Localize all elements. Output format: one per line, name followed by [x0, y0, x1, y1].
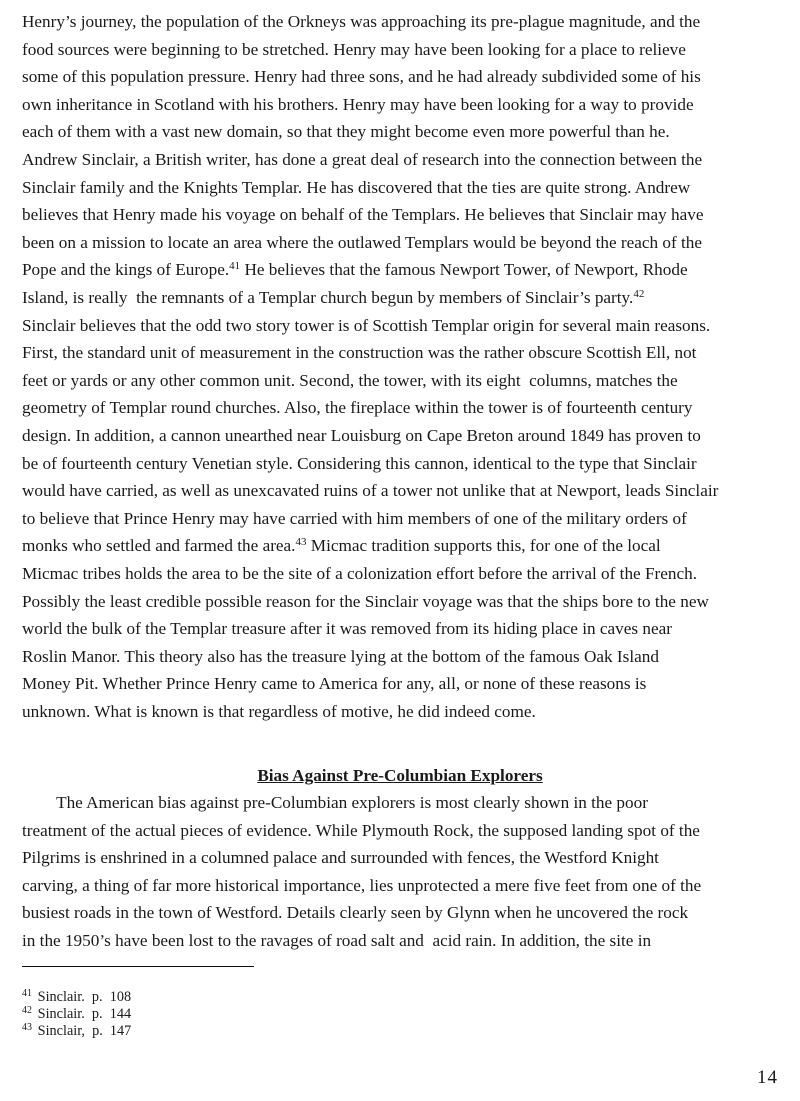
text-segment: The American bias against pre-Columbian explorers is most clearly shown in the poor — [22, 793, 648, 812]
footnote-ref: 41 — [229, 260, 241, 273]
text-line — [22, 205, 703, 225]
text-line — [22, 536, 661, 556]
text-line — [22, 509, 687, 529]
text-line — [22, 876, 701, 896]
text-segment: believes that Henry made his voyage on behalf of the Templars. He believes that Sinclair may have — [22, 205, 704, 225]
footnote-number: 41 — [22, 988, 32, 999]
text-line — [22, 903, 688, 923]
text-segment: Pope and the kings of Europe. — [22, 260, 230, 280]
text-line — [22, 233, 702, 253]
text-line — [22, 288, 644, 308]
text-segment: each of them with a vast new domain, so that they might become even more powerful than he. — [22, 122, 670, 142]
text-segment: own inheritance in Scotland with his brothers. Henry may have been looking for a way to provide — [22, 94, 694, 114]
text-segment: to believe that Prince Henry may have carried with him members of one of the military orders of — [22, 508, 687, 528]
text-segment: food sources were beginning to be stretched. Henry may have been looking for a place to relieve — [22, 39, 686, 59]
text-line — [22, 848, 659, 868]
text-line — [22, 619, 672, 639]
text-segment: Roslin Manor. This theory also has the treasure lying at the bottom of the famous Oak Island — [22, 646, 659, 666]
footnote — [22, 1006, 131, 1023]
text-segment: First, the standard unit of measurement in the construction was the rather obscure Scottish Ell, not — [22, 343, 697, 363]
text-line — [22, 702, 536, 722]
text-line — [22, 67, 701, 87]
text-segment: been on a mission to locate an area where the outlawed Templars would be beyond the reach of the — [22, 232, 703, 252]
text-segment: geometry of Templar round churches. Also, the fireplace within the tower is of fourteenth century — [22, 398, 693, 418]
text-segment: Sinclair family and the Knights Templar. He has discovered that the ties are quite strong. Andrew — [22, 177, 691, 197]
text-line — [22, 931, 651, 951]
text-line — [22, 454, 697, 474]
text-segment: Money Pit. Whether Prince Henry came to America for any, all, or none of these reasons is — [22, 674, 647, 694]
text-segment: some of this population pressure. Henry had three sons, and he had already subdivided some of his — [22, 67, 701, 87]
text-segment: in the 1950’s have been lost to the ravages of road salt and acid rain. In addition, the site in — [22, 931, 652, 950]
text-line — [22, 371, 678, 391]
footnote-ref: 42 — [633, 288, 645, 300]
text-line — [22, 178, 690, 198]
footnote-number: 42 — [22, 1005, 32, 1016]
text-segment: He believes that the famous Newport Tower, of Newport, Rhode — [240, 260, 688, 280]
footnote-ref: 43 — [295, 536, 307, 549]
footnote-text: Sinclair. p. 108 — [37, 989, 132, 1005]
text-line — [22, 40, 686, 60]
text-segment: Sinclair believes that the odd two story tower is of Scottish Templar origin for several main reasons. — [22, 315, 711, 335]
text-segment: Andrew Sinclair, a British writer, has done a great deal of research into the connection between the — [22, 150, 703, 169]
text-line — [22, 95, 694, 115]
text-line — [22, 592, 709, 612]
text-segment: design. In addition, a cannon unearthed near Louisburg on Cape Breton around 1849 has proven to — [22, 426, 701, 445]
text-segment: would have carried, as well as unexcavated ruins of a tower not unlike that at Newport, leads Sinclair — [22, 481, 719, 501]
text-segment: monks who settled and farmed the area. — [22, 536, 296, 556]
text-segment: carving, a thing of far more historical importance, lies unprotected a mere five feet from one of the — [22, 875, 702, 895]
text-line — [22, 426, 701, 446]
text-segment: Henry’s journey, the population of the Orkneys was approaching its pre-plague magnitude, and the — [22, 12, 701, 31]
text-line — [22, 647, 659, 667]
text-segment: treatment of the actual pieces of evidence. While Plymouth Rock, the supposed landing spot of the — [22, 820, 700, 840]
text-line — [22, 481, 718, 501]
text-segment: world the bulk of the Templar treasure after it was removed from its hiding place in caves near — [22, 619, 672, 639]
text-segment: Micmac tribes holds the area to be the site of a colonization effort before the arrival of the French. — [22, 564, 697, 583]
text-line — [22, 674, 646, 694]
text-segment: unknown. What is known is that regardless of motive, he did indeed come. — [22, 702, 536, 721]
text-segment: Micmac tradition supports this, for one of the local — [306, 536, 661, 556]
text-line — [22, 122, 670, 142]
text-line — [22, 398, 693, 418]
text-line — [22, 564, 697, 584]
text-segment: busiest roads in the town of Westford. Details clearly seen by Glynn when he uncovered the rock — [22, 903, 689, 923]
text-line — [22, 150, 702, 170]
text-line — [22, 343, 696, 363]
footnote — [22, 989, 131, 1006]
text-segment: feet or yards or any other common unit. Second, the tower, with its eight columns, matches the — [22, 370, 678, 390]
text-segment: Possibly the least credible possible reason for the Sinclair voyage was that the ships bore to the new — [22, 591, 709, 611]
footnote-number: 43 — [22, 1022, 32, 1033]
text-line — [22, 260, 688, 280]
text-line — [22, 316, 710, 336]
text-line — [22, 793, 648, 813]
footnote — [22, 1023, 131, 1040]
footnote-divider — [22, 966, 254, 967]
text-line — [22, 12, 700, 32]
page-number: 14 — [757, 1067, 778, 1088]
footnote-text: Sinclair, p. 147 — [37, 1023, 132, 1039]
text-line — [22, 821, 700, 841]
text-segment: be of fourteenth century Venetian style. Considering this cannon, identical to the type that Sinclair — [22, 453, 697, 473]
text-segment: Island, is really the remnants of a Templar church begun by members of Sinclair’s party. — [22, 288, 634, 307]
section-heading: Bias Against Pre-Columbian Explorers — [257, 766, 543, 785]
footnote-text: Sinclair. p. 144 — [37, 1006, 132, 1022]
text-segment: Pilgrims is enshrined in a columned palace and surrounded with fences, the Westford Knight — [22, 848, 659, 868]
